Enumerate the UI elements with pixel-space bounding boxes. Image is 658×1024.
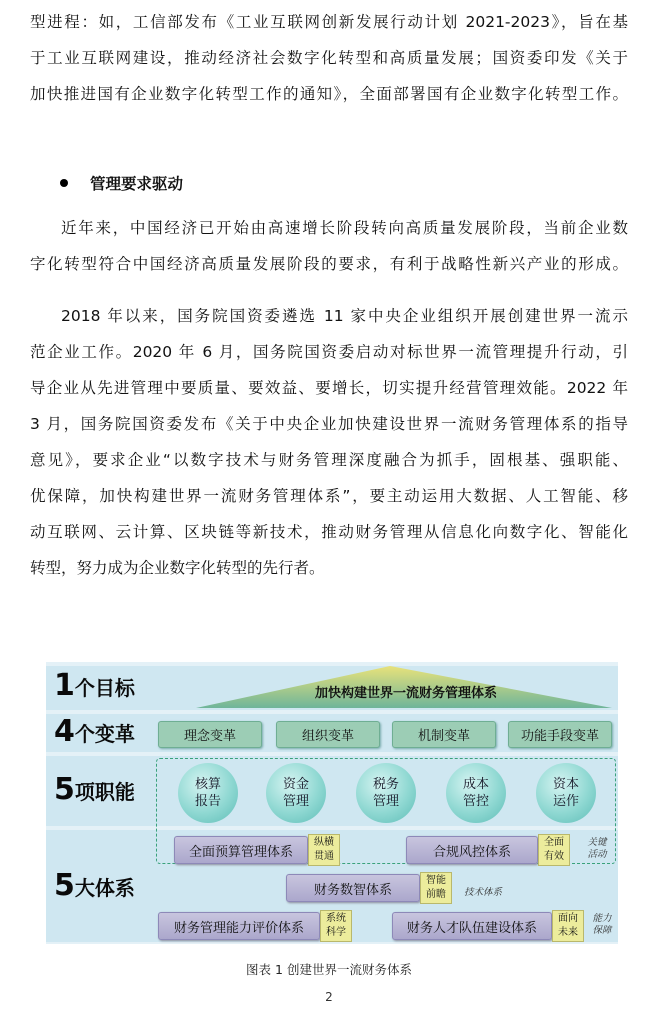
text-line: 导企业从先进管理中要质量、要效益、要增长，切实提升经营管理效能。2022 年 xyxy=(30,379,628,397)
text-line: 近年来，中国经济已开始由高速增长阶段转向高质量发展阶段，当前企业数 xyxy=(61,219,628,237)
change-box-concept: 理念变革 xyxy=(158,721,262,748)
paragraph-1 xyxy=(30,4,628,112)
text-line: 意见》，要求企业“以数字技术与财务管理深度融合为抓手，固根基、强职能、 xyxy=(30,451,628,469)
text-line: 字化转型符合中国经济高质量发展阶段的要求，有利于战略性新兴产业的形成。 xyxy=(30,255,628,273)
text-line: 转型，努力成为企业数字化转型的先行者。 xyxy=(30,559,325,577)
note-ability-guarantee: 能力 保障 xyxy=(592,913,612,936)
text-line: 2018 年以来，国务院国资委遴选 11 家中央企业组织开展创建世界一流示 xyxy=(61,307,628,325)
text-line: 于工业互联网建设，推动经济社会数字化转型和高质量发展；国资委印发《关于 xyxy=(30,49,628,67)
finance-system-figure xyxy=(46,662,618,944)
system-budget: 全面预算管理体系 xyxy=(174,836,308,864)
text-line: 动互联网、云计算、区块链等新技术，推动财务管理从信息化向数字化、智能化 xyxy=(30,523,628,541)
bullet-heading xyxy=(60,172,183,194)
paragraph-2 xyxy=(30,210,628,282)
tag-risk: 全面 有效 xyxy=(538,834,570,866)
change-box-mechanism: 机制变革 xyxy=(392,721,496,748)
text-line: 型进程：如，工信部发布《工业互联网创新发展行动计划 2021-2023》，旨在基 xyxy=(30,13,628,31)
tag-talent: 面向 未来 xyxy=(552,910,584,942)
paragraph-3 xyxy=(30,298,628,586)
system-capability-eval: 财务管理能力评价体系 xyxy=(158,912,320,940)
function-accounting: 核算 报告 xyxy=(178,763,238,823)
figure-caption: 图表 1 创建世界一流财务体系 xyxy=(246,962,412,977)
function-capital-operation: 资本 运作 xyxy=(536,763,596,823)
change-box-function: 功能手段变革 xyxy=(508,721,612,748)
system-risk-control: 合规风控体系 xyxy=(406,836,538,864)
function-cost-control: 成本 管控 xyxy=(446,763,506,823)
goal-text: 加快构建世界一流财务管理体系 xyxy=(314,686,497,701)
systems-label: 5大体系 xyxy=(54,868,135,903)
system-talent: 财务人才队伍建设体系 xyxy=(392,912,552,940)
changes-label: 4个变革 xyxy=(54,714,135,749)
note-tech-system: 技术体系 xyxy=(463,887,502,898)
page-number: 2 xyxy=(325,990,333,1004)
functions-label: 5项职能 xyxy=(54,772,135,807)
tag-budget: 纵横 贯通 xyxy=(308,834,340,866)
text-line: 加快推进国有企业数字化转型工作的通知》，全面部署国有企业数字化转型工作。 xyxy=(30,85,628,103)
goal-label: 1个目标 xyxy=(54,668,135,703)
tag-eval: 系统 科学 xyxy=(320,910,352,942)
note-key-activities: 关键 活动 xyxy=(587,837,607,860)
text-line: 3 月，国务院国资委发布《关于中央企业加快建设世界一流财务管理体系的指导 xyxy=(30,415,628,433)
tag-digital: 智能 前瞻 xyxy=(420,872,452,904)
text-line: 范企业工作。2020 年 6 月，国务院国资委启动对标世界一流管理提升行动，引 xyxy=(30,343,628,361)
bullet-dot-icon xyxy=(60,179,68,187)
text-line: 优保障，加快构建世界一流财务管理体系”，要主动运用大数据、人工智能、移 xyxy=(30,487,628,505)
bullet-heading-text: 管理要求驱动 xyxy=(90,175,184,193)
function-capital-management: 资金 管理 xyxy=(266,763,326,823)
system-digital: 财务数智体系 xyxy=(286,874,420,902)
function-tax-management: 税务 管理 xyxy=(356,763,416,823)
change-box-organization: 组织变革 xyxy=(276,721,380,748)
